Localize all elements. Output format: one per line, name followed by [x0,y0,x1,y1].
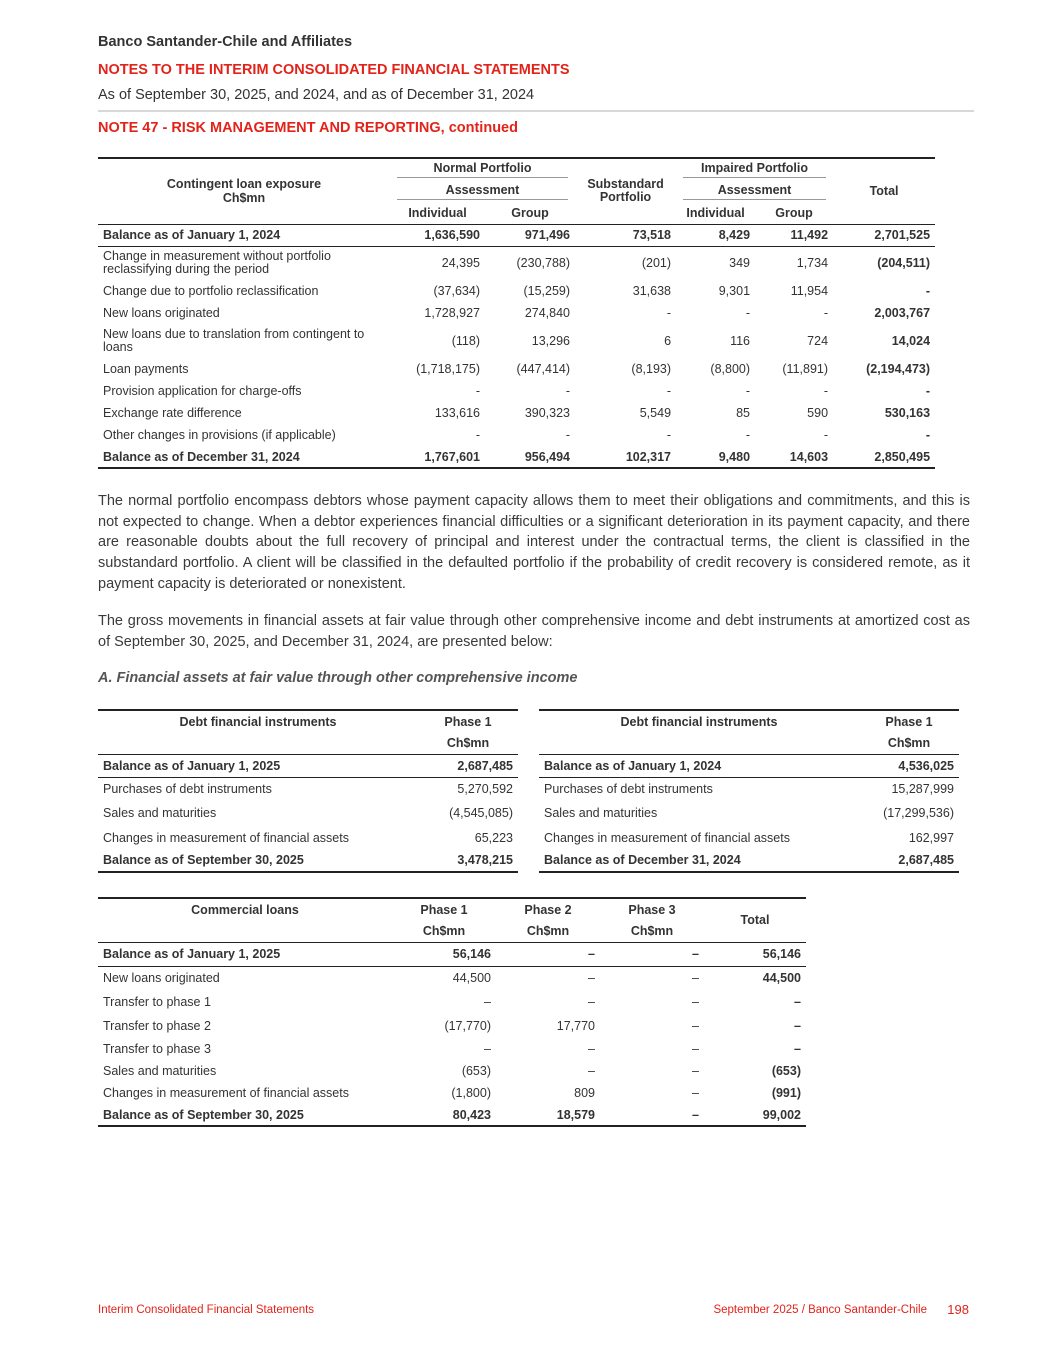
row-label: Transfer to phase 1 [103,995,211,1009]
col-label-header: Debt financial instruments [620,714,778,729]
cell-value: - [925,384,931,398]
cell-value: – [692,1064,699,1078]
row-label: Other changes in provisions (if applicable) [103,428,336,442]
cell-value: 349 [729,256,751,271]
cell-value: 17,770 [556,1019,595,1033]
commercial-loans-table [98,897,806,1127]
blank-header [98,732,418,754]
cell-value: - [475,428,480,442]
impaired-portfolio-header [676,158,833,180]
cell-value: – [692,1086,699,1100]
cell-value: 13,296 [531,334,571,348]
table-row [98,424,935,446]
cell-value: (447,414) [516,362,571,376]
table-row [98,1104,806,1126]
phase3-header: Phase 3 [628,902,676,917]
note-title: NOTE 47 - RISK MANAGEMENT AND REPORTING, continued [98,120,518,136]
cell-value: 44,500 [452,971,491,986]
cell-value: 2,003,767 [874,306,931,320]
cell-value: 85 [736,406,751,420]
table-row [98,1014,806,1038]
assessment-header-impaired [676,180,833,202]
phase1-header: Phase 1 [885,714,933,729]
debt-instruments-2025-table [98,709,518,873]
cell-value: – [484,1042,491,1056]
table-row [539,826,959,849]
cell-value: – [692,1107,699,1122]
cell-value: – [588,971,595,986]
cell-value: – [484,995,491,1009]
cell-value: 2,687,485 [457,758,513,773]
cell-value: - [666,384,672,398]
period-subtitle: As of September 30, 2025, and 2024, and as of December 31, 2024 [98,87,535,103]
cell-value: 162,997 [908,830,954,845]
cell-value: 14,603 [789,449,829,464]
cell-value: (204,511) [877,256,931,271]
cell-value: 24,395 [441,256,480,271]
cell-value: 2,687,485 [898,853,954,867]
row-label: New loans originated [103,971,220,986]
assessment-label: Assessment [397,183,568,200]
table-row [98,942,806,966]
table-row [539,777,959,800]
total-header: Total [833,158,935,224]
cell-value: - [475,384,480,398]
table-row [98,754,518,777]
row-label: Change in measurement without portfolio reclassifying during the period [103,249,331,277]
cell-value: (8,193) [631,362,672,376]
cell-value: 80,423 [452,1107,491,1122]
substandard-header: Substandard Portfolio [575,158,676,224]
row-label: Balance as of January 1, 2024 [103,228,281,242]
cell-value: (11,891) [782,362,829,376]
col-label-header [98,158,390,224]
cell-value: (118) [451,334,480,348]
cell-value: 18,579 [556,1107,595,1122]
cell-value: - [745,384,751,398]
cell-value: - [666,306,672,320]
cell-value: - [745,306,751,320]
cell-value: – [588,1042,595,1056]
blank-header [539,732,859,754]
cell-value: – [588,995,595,1009]
gross-movements-paragraph: The gross movements in financial assets at fair value through other comprehensive income and debt instruments at amortized cost as of September 30, 2025, and December 31, 2024, are presented below: [98,613,970,650]
cell-value: – [692,995,699,1009]
col-label-line2: Ch$mn [222,191,266,206]
assessment-label: Assessment [683,183,826,200]
cell-value: 1,636,590 [424,228,480,242]
cell-value: 99,002 [762,1107,801,1122]
cell-value: (37,634) [433,284,480,298]
cell-value: 15,287,999 [891,781,954,796]
cell-value: – [794,1042,801,1056]
cell-value: - [925,428,931,442]
table-row [98,280,935,302]
cell-value: 8,429 [718,228,751,242]
row-label: New loans originated [103,306,220,320]
cell-value: 1,767,601 [424,449,480,464]
row-label: New loans due to translation from contingent to loans [103,327,365,354]
total-header: Total [704,898,806,942]
cell-value: – [692,947,699,961]
row-label: Balance as of December 31, 2024 [544,853,741,867]
unit-header: Ch$mn [526,923,570,938]
table-row [98,826,518,849]
row-label: Balance as of January 1, 2025 [103,947,281,961]
table-row [98,777,518,800]
cell-value: 116 [730,334,751,348]
cell-value: (1,800) [451,1086,491,1100]
cell-value: (201) [641,256,672,271]
cell-value: – [692,1019,699,1033]
cell-value: (8,800) [710,362,751,376]
row-label: Changes in measurement of financial assets [544,830,790,845]
table-row [98,849,518,872]
cell-value: (17,299,536) [883,806,954,820]
cell-value: 971,496 [524,228,571,242]
row-label: Exchange rate difference [103,406,242,420]
cell-value: - [565,428,571,442]
normal-portfolio-header [390,158,575,180]
cell-value: (230,788) [516,256,571,271]
row-label: Change due to portfolio reclassification [103,284,319,298]
table-row [98,990,806,1014]
row-label: Balance as of December 31, 2024 [103,449,300,464]
cell-value: 73,518 [632,228,672,242]
cell-value: 102,317 [625,449,672,464]
cell-value: 6 [664,334,672,348]
row-label: Changes in measurement of financial assets [103,830,349,845]
cell-value: – [692,971,699,986]
row-label: Transfer to phase 3 [103,1042,211,1056]
footer-left: Interim Consolidated Financial Statements [98,1304,315,1316]
cell-value: 1,734 [796,256,829,271]
cell-value: - [745,428,751,442]
normal-portfolio-label: Normal Portfolio [397,161,568,178]
table-row [98,1038,806,1060]
footer-right: September 2025 / Banco Santander-Chile [713,1304,927,1316]
cell-value: 809 [574,1086,595,1100]
cell-value: 724 [807,334,829,348]
cell-value: - [823,384,829,398]
table-row [98,1060,806,1082]
cell-value: 3,478,215 [457,853,513,867]
cell-value: - [666,428,672,442]
cell-value: 390,323 [524,406,571,420]
cell-value: (1,718,175) [416,362,480,376]
row-label: Sales and maturities [544,806,658,820]
individual-header: Individual [408,205,467,220]
cell-value: 65,223 [474,830,513,845]
col-label-header: Debt financial instruments [179,714,337,729]
row-label: Balance as of January 1, 2024 [544,758,722,773]
debt-instruments-2024-table [539,709,959,873]
row-label: Balance as of January 1, 2025 [103,758,281,773]
table-row [98,224,935,246]
cell-value: (653) [461,1064,491,1078]
phase1-header: Phase 1 [420,902,468,917]
unit-header: Ch$mn [446,735,490,750]
table-row [98,402,935,424]
row-label: Purchases of debt instruments [103,781,272,796]
table-row [98,324,935,358]
cell-value: (4,545,085) [449,806,513,820]
cell-value: – [692,1042,699,1056]
cell-value: - [823,306,829,320]
cell-value: – [588,1064,595,1078]
cell-value: 590 [807,406,829,420]
phase2-header: Phase 2 [524,902,572,917]
phase1-header: Phase 1 [444,714,492,729]
table-row [98,1082,806,1104]
cell-value: 9,480 [718,449,751,464]
table-row [98,800,518,826]
cell-value: 1,728,927 [424,306,480,320]
cell-value: 133,616 [434,406,480,420]
header-divider [98,110,974,112]
table-row [98,358,935,380]
row-label: Balance as of September 30, 2025 [103,1107,304,1122]
cell-value: 5,270,592 [457,781,513,796]
cell-value: 2,701,525 [874,228,931,242]
row-label: Purchases of debt instruments [544,781,713,796]
row-label: Provision application for charge-offs [103,384,302,398]
row-label: Loan payments [103,362,189,376]
section-a-heading: A. Financial assets at fair value through other comprehensive income [98,670,578,686]
row-label: Sales and maturities [103,1064,217,1078]
portfolio-description-paragraph: The normal portfolio encompass debtors whose payment capacity allows them to meet their obligations and commitments, and this is not expected to change. When a debtor experiences financial difficulties or a significant deterioration in its payment capacity, and there are reasonable doubts about the full recovery of principal and interest under the contractual terms, the client is classified in the substandard portfolio. A client will be classified in the defaulted portfolio if the probability of credit recovery is considered remote, as it payment capacity is deteriorated or nonexistent. [98,493,970,592]
cell-value: - [565,384,571,398]
row-label: Transfer to phase 2 [103,1019,211,1033]
contingent-loan-exposure-table [98,157,935,469]
cell-value: 274,840 [524,306,571,320]
table-row [539,754,959,777]
cell-value: 11,954 [790,284,829,298]
row-label: Sales and maturities [103,806,217,820]
cell-value: 31,638 [632,284,672,298]
cell-value: (15,259) [523,284,571,298]
table-row [98,446,935,468]
col-label-line1: Contingent loan exposure [166,177,322,192]
cell-value: 56,146 [762,947,801,961]
company-name: Banco Santander-Chile and Affiliates [98,34,353,50]
table-row [98,246,935,280]
table-row [98,966,806,990]
cell-value: 14,024 [891,334,931,348]
cell-value: – [794,995,801,1009]
col-label-header: Commercial loans [191,902,299,917]
cell-value: 11,492 [790,228,829,242]
cell-value: – [588,947,595,961]
table-row [539,800,959,826]
cell-value: 5,549 [639,406,672,420]
unit-header: Ch$mn [630,923,674,938]
unit-header: Ch$mn [422,923,466,938]
page-number: 198 [947,1302,969,1317]
cell-value: 956,494 [524,449,571,464]
cell-value: 530,163 [884,406,931,420]
cell-value: 9,301 [718,284,751,298]
cell-value: 4,536,025 [898,758,954,773]
impaired-portfolio-label: Impaired Portfolio [683,161,826,178]
individual-header: Individual [686,205,745,220]
cell-value: (991) [771,1086,801,1100]
table-row [98,380,935,402]
row-label: Balance as of September 30, 2025 [103,853,304,867]
cell-value: 56,146 [452,947,491,961]
table-row [539,849,959,872]
cell-value: 44,500 [762,971,801,986]
cell-value: - [823,428,829,442]
group-header: Group [775,205,813,220]
cell-value: (653) [771,1064,801,1078]
blank-header [98,920,392,942]
table-row [98,302,935,324]
cell-value: - [925,284,931,298]
notes-title: NOTES TO THE INTERIM CONSOLIDATED FINANCIAL STATEMENTS [98,62,570,78]
cell-value: – [794,1019,801,1033]
group-header: Group [511,205,549,220]
unit-header: Ch$mn [887,735,931,750]
cell-value: 2,850,495 [874,449,931,464]
cell-value: (2,194,473) [866,362,931,376]
cell-value: (17,770) [444,1019,491,1033]
assessment-header-normal [390,180,575,202]
row-label: Changes in measurement of financial assets [103,1086,349,1100]
